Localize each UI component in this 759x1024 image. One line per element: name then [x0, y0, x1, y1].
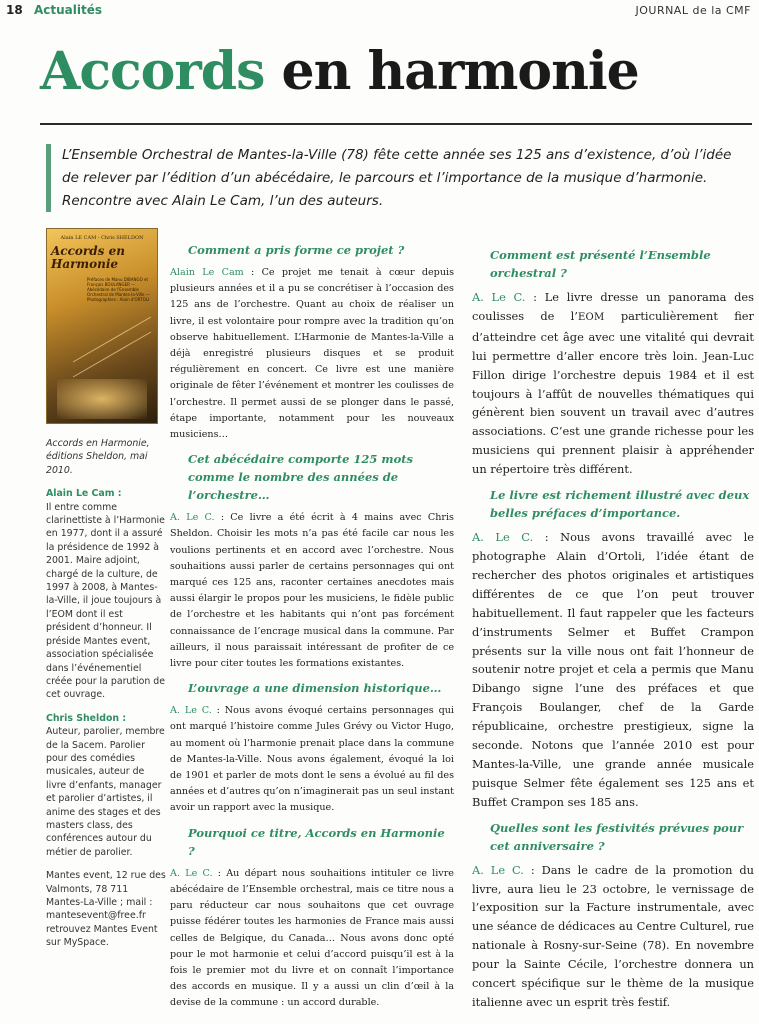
cover-decoration: [57, 379, 147, 419]
sidebar: [46, 437, 166, 960]
answer-paragraph: A. Le C. : Dans le cadre de la promotion du livre, aura lieu le 23 octobre, le vernissage de l’exposition sur la Facture instrumentale, avec une séance de dédicaces au Centre Culturel, rue nationale à Rosny-sur-Seine (78). En novembre pour la Sainte Cécile, l’orchestre donnera un concert spécifique sur le thème de la musique italienne avec un esprit très festif.: [472, 862, 754, 1009]
journal-name: JOURNAL de la CMF: [635, 4, 751, 17]
abbreviation: EOM: [577, 311, 605, 323]
speaker-label: A. Le C.: [170, 705, 212, 717]
answer-paragraph: A. Le C. : Nous avons travaillé avec le photographe Alain d’Ortoli, l’idée étant de rechercher des photos originales et artistiques différentes de ce que l’on peut trouver habituellement. Il faut rappeler que les facteurs d’instruments Selmer et Buffet Crampon présents sur la ville nous ont fait l’honneur de soutenir notre projet et cela a permis que Manu Dibango signe l’une des préfaces et que François Boulanger, chef de la Garde républicaine, orchestre prestigieux, signe la seconde. Notons que l’année 2010 est pour Mantes-la-Ville, une grande année musicale puisque Selmer fête également ses 125 ans et Buffet Crampon ses 185 ans.: [472, 530, 754, 809]
title-rule: [40, 123, 752, 125]
intro-paragraph: L’Ensemble Orchestral de Mantes-la-Ville (78) fête cette année ses 125 ans d’existence, d’où l’idée de relever par l’édition d’un abécédaire, le parcours et l’importance de la musique d’harmonie. Rencontre avec Alain Le Cam, l’un des auteurs.: [62, 147, 732, 209]
cover-subtitle: Préfaces de Manu DIBANGO et François BOULANGER — Abécédaire de l'Ensemble Orchestral de Mantes-la-Ville — Photographies : Alain d'ORTOLI: [87, 277, 150, 302]
question-heading: Comment est présenté l’Ensemble orchestral ?: [490, 248, 711, 280]
bio-name: Alain Le Cam :: [46, 488, 122, 500]
article-title: [40, 40, 740, 104]
cover-decoration: [73, 317, 151, 363]
bio-name: Chris Sheldon :: [46, 712, 127, 724]
page-number: 18: [6, 3, 23, 17]
article-column-1: [170, 239, 454, 1012]
question-heading: L’ouvrage a une dimension historique…: [188, 681, 442, 696]
intro-accent-bar: [46, 144, 51, 212]
answer-paragraph: A. Le C. : Le livre dresse un panorama des coulisses de l’EOM particulièrement fier d’atteindre cet âge avec une vitalité qui devrait lui permettre d’aller encore très loin. Jean-Luc Fillon dirige l’orchestre depuis 1984 et il est toujours à l’affût de nouvelles thématiques qui génèrent bien souvent un travail avec d’autres associations. C’est une grande richesse pour les musiciens qui prennent plaisir à appréhender un répertoire très différent.: [472, 290, 754, 477]
book-cover-image: [46, 228, 158, 424]
question-heading: Quelles sont les festivités prévues pour cet anniversaire ?: [490, 820, 744, 853]
section-label: Actualités: [34, 3, 103, 17]
bio-text: Auteur, parolier, membre de la Sacem. Parolier pour des comédies musicales, auteur de livre d’enfants, manager et parolier d’artistes, il anime des stages et des masters class, des conférences autour du métier de parolier.: [46, 726, 165, 858]
answer-paragraph: Alain Le Cam : Ce projet me tenait à cœur depuis plusieurs années et il a pu se concrétiser à l’occasion des 125 ans de l’orchestre. Quant au choix de réaliser un livre, il est volontaire pour rompre avec la tradition qu’on observe habituellement. L’Harmonie de Mantes-la-Ville a déjà enregistré plusieurs disques et se produit régulièrement en concert. Ce livre est une manière originale de fêter l’événement et montrer les coulisses de l’orchestre. Il permet aussi de se plonger dans le passé, étape importante, notamment pour les nouveaux musiciens…: [170, 267, 454, 441]
article-column-2: [472, 239, 754, 1012]
title-part-2: en harmonie: [264, 41, 639, 102]
question-heading: Le livre est richement illustré avec deux belles préfaces d’importance.: [490, 488, 750, 521]
cover-title: Accords en Harmonie: [51, 244, 125, 271]
question-heading: Cet abécédaire comporte 125 mots comme le nombre des années de l’orchestre…: [188, 452, 414, 503]
cover-authors: Alain LE CAM - Chris SHELDON: [60, 235, 144, 241]
bio-text: Il entre comme clarinettiste à l’Harmonie en 1977, dont il a assuré la présidence de 1992 à 2001. Maire adjoint, chargé de la culture, de 1997 à 2008, à Mantes-la-Ville, il joue toujours à l’EOM dont il est président d’honneur. Il préside Mantes event, association spécialisée dans l’événementiel créée pour la parution de cet ouvrage.: [46, 501, 166, 701]
answer-paragraph: A. Le C. : Nous avons évoqué certains personnages qui ont marqué l’histoire comme Jules Grévy ou Victor Hugo, au moment où l’harmonie prenait place dans la commune de Mantes-la-Ville. Nous avons également, évoqué la loi de 1901 et parler de mots dont le sens a évolué au fil des années et d’autres qu’on n’imaginerait pas un seul instant avoir un rapport avec la musique.: [170, 705, 454, 814]
bio-chris-sheldon: [46, 712, 166, 859]
answer-paragraph: A. Le C. : Ce livre a été écrit à 4 mains avec Chris Sheldon. Choisir les mots n’a pas été facile car nous les voulions pertinents et en accord avec l’orchestre. Nous souhaitions aussi parler de certains personnages qui ont marqué ces 125 ans, raconter certaines anecdotes mais aussi élargir le propos pour les musiciens, le fidèle public de l’orchestre et les habitants qui n’ont pas forcément connaissance de l’encrage musical dans la commune. Par ailleurs, il nous paraissait intéressant de profiter de ce livre pour citer toutes les formations existantes.: [170, 512, 454, 670]
speaker-label: Alain Le Cam: [170, 267, 244, 278]
speaker-label: A. Le C.: [472, 290, 526, 304]
cover-caption: Accords en Harmonie, éditions Sheldon, mai 2010.: [46, 438, 150, 476]
speaker-label: A. Le C.: [472, 530, 534, 545]
question-heading: Pourquoi ce titre, Accords en Harmonie ?: [188, 825, 445, 858]
speaker-label: A. Le C.: [472, 862, 524, 877]
contact-address: Mantes event, 12 rue des Valmonts, 78 711 Mantes-La-Ville ; mail : mantesevent@free.fr retrouvez Mantes Event sur MySpace.: [46, 870, 166, 949]
speaker-label: A. Le C.: [170, 867, 213, 879]
answer-paragraph: A. Le C. : Au départ nous souhaitions intituler ce livre abécédaire de l’Ensemble orchestral, mais ce titre nous a paru réducteur car nous souhaitons que cet ouvrage puisse fédérer toutes les harmonies de France mais aussi celles de Belgique, du Canada… Nous avons donc opté pour le mot harmonie et celui d’accord puisqu’il est à la fois le premier mot du livre et on connaît l’importance des accords en musique. Il y a aussi un clin d’œil à la devise de la commune : un accord durable.: [170, 867, 454, 1009]
question-heading: Comment a pris forme ce projet ?: [188, 243, 405, 257]
title-part-1: Accords: [40, 41, 265, 102]
speaker-label: A. Le C.: [170, 512, 215, 524]
bio-alain-le-cam: [46, 487, 166, 702]
page-header: [0, 0, 759, 24]
